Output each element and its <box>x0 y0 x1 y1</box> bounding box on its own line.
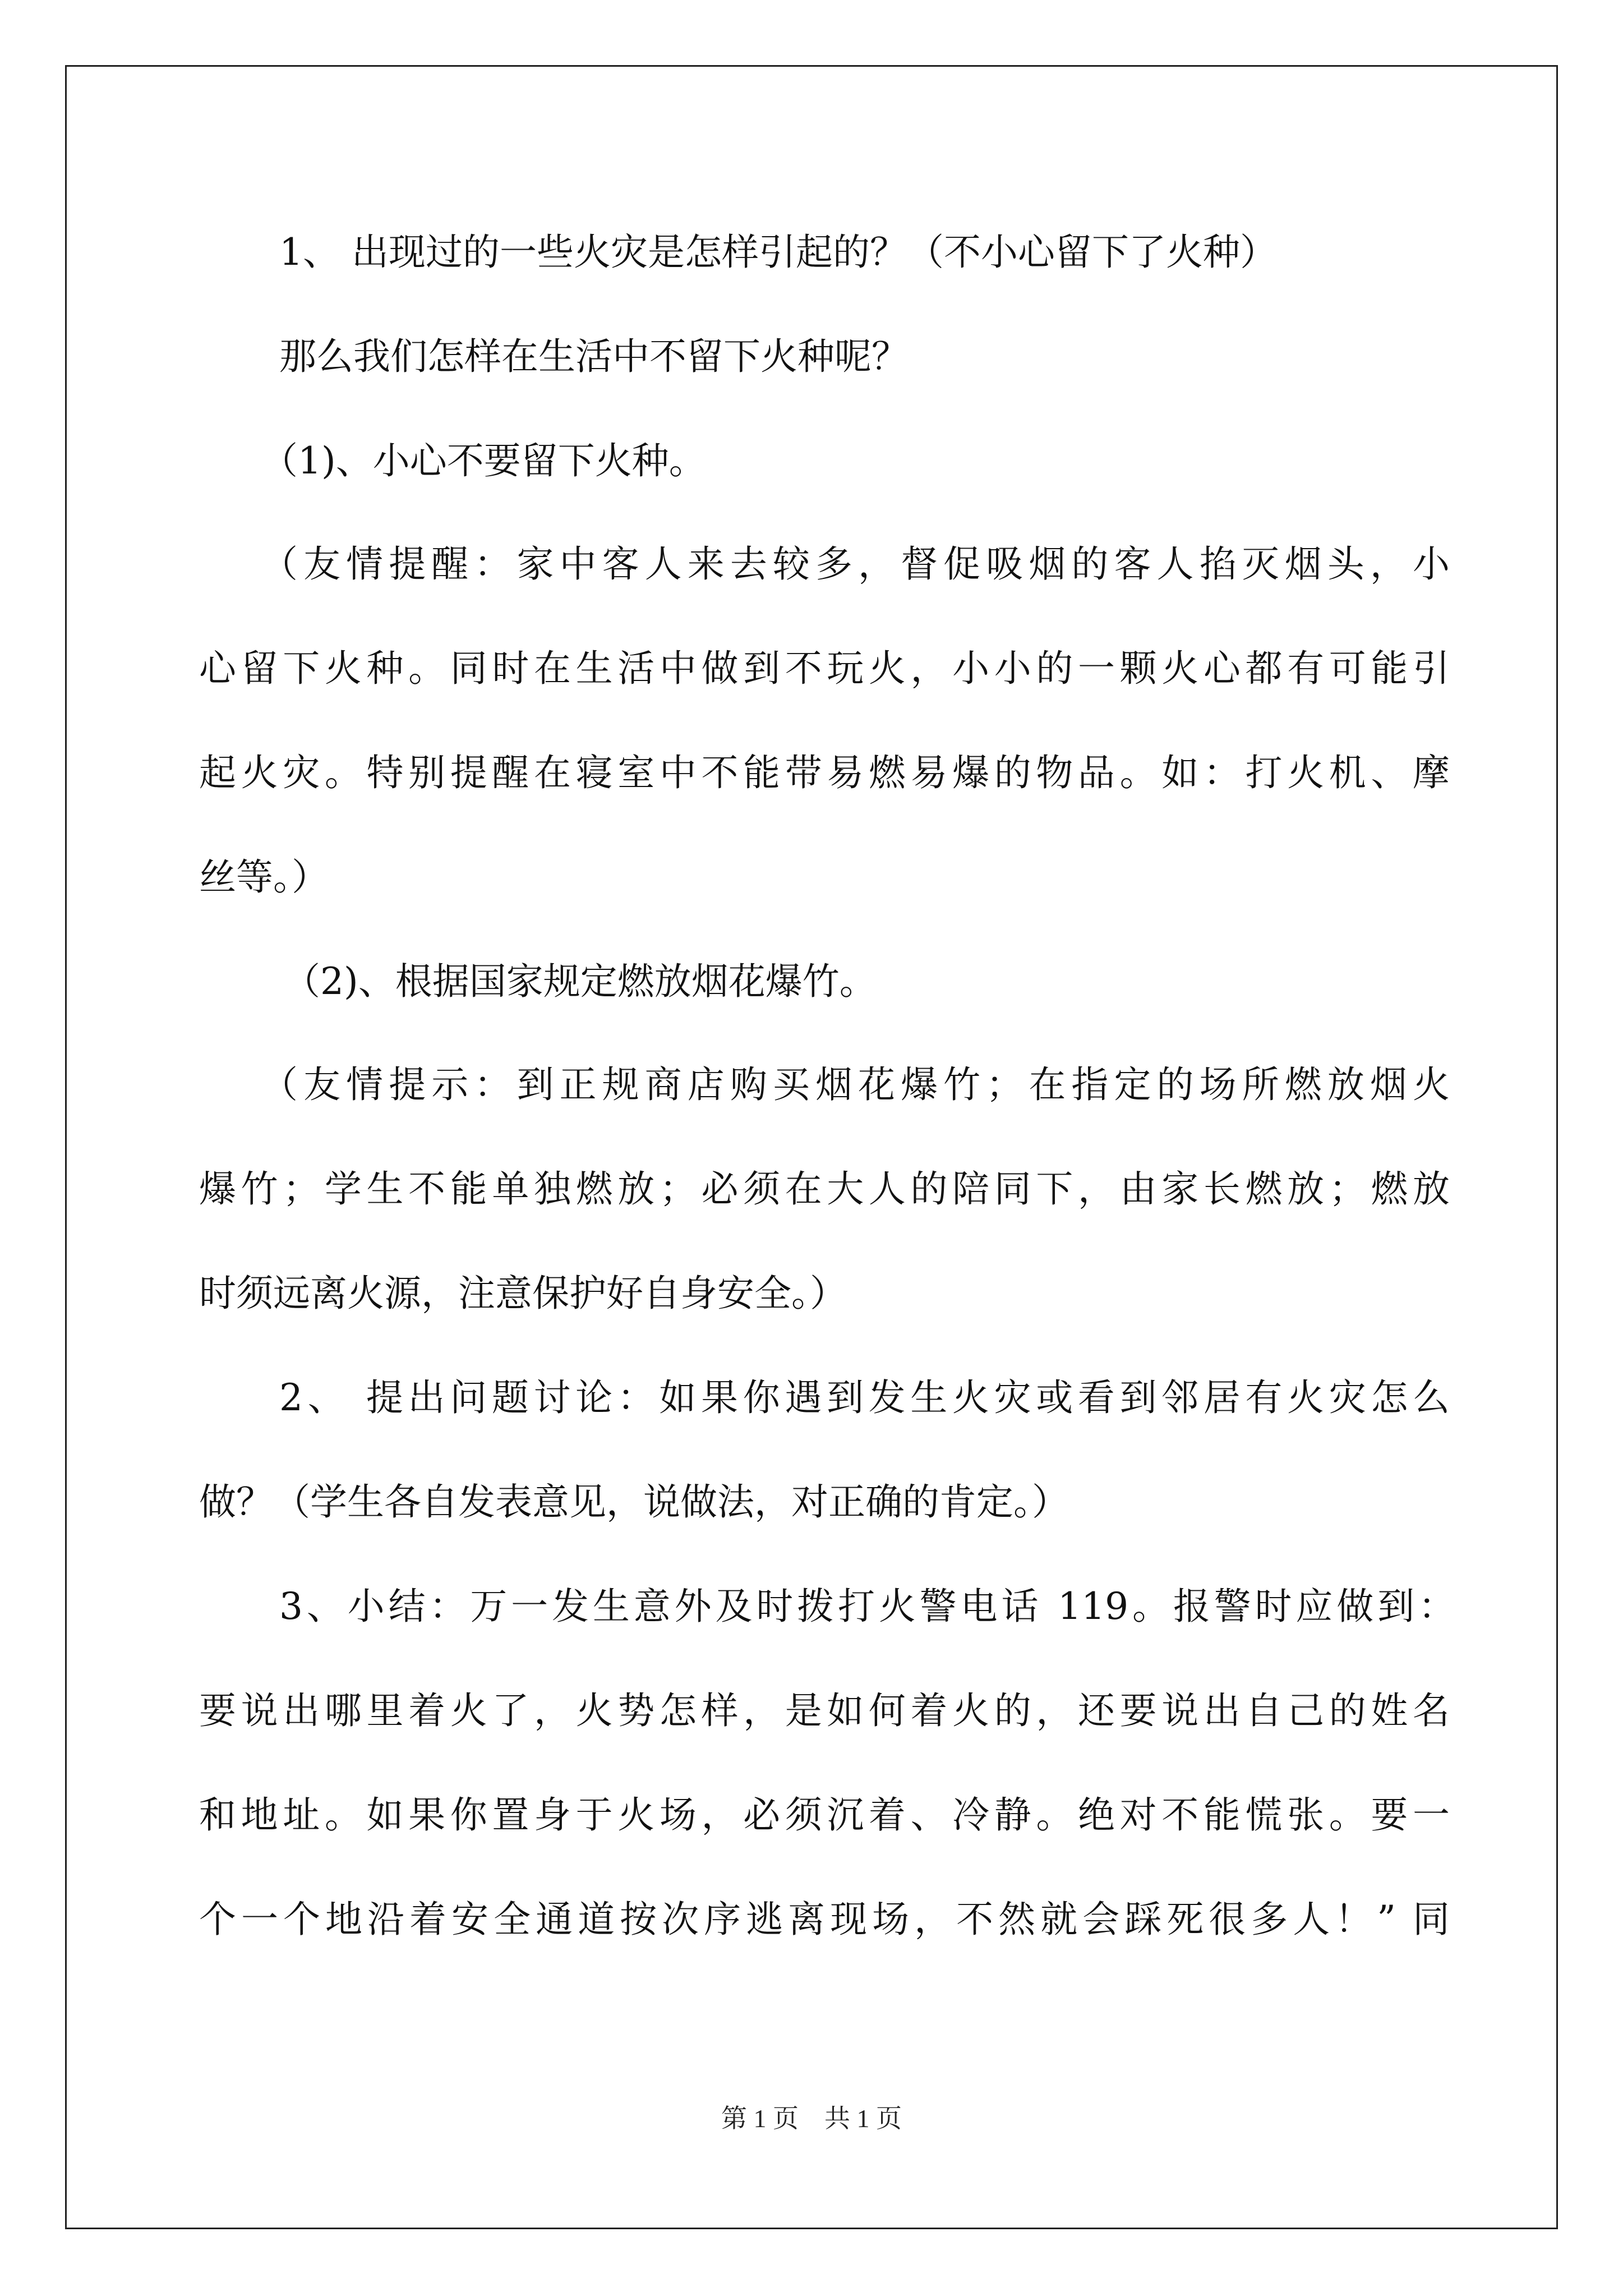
paragraph-line: 3、小结：万一发生意外及时拨打火警电话 119。报警时应做到： <box>279 1585 1455 1628</box>
paragraph-line: 个一个地沿着安全通道按次序逃离现场，不然就会踩死很多人！” 同 <box>199 1898 1450 1941</box>
paragraph-line: （友情提示：到正规商店购买烟花爆竹；在指定的场所燃放烟火 <box>261 1063 1450 1106</box>
paragraph-line: 和地址。如果你置身于火场，必须沉着、冷静。绝对不能慌张。要一 <box>199 1793 1450 1837</box>
page-number-footer: 第 1 页 共 1 页 <box>721 2104 902 2133</box>
paragraph-line: 爆竹；学生不能单独燃放；必须在大人的陪同下，由家长燃放；燃放 <box>199 1167 1450 1211</box>
paragraph-line: 丝等。） <box>199 855 329 899</box>
paragraph-line: （友情提醒：家中客人来去较多，督促吸烟的客人掐灭烟头，小 <box>261 542 1450 586</box>
paragraph-line: 心留下火种。同时在生活中做到不玩火，小小的一颗火心都有可能引 <box>199 647 1450 690</box>
paragraph-line: 要说出哪里着火了，火势怎样，是如何着火的，还要说出自己的姓名 <box>199 1689 1450 1732</box>
paragraph-line: 2、 提出问题讨论：如果你遇到发生火灾或看到邻居有火灾怎么 <box>279 1376 1450 1419</box>
paragraph-line: 1、 出现过的一些火灾是怎样引起的？（不小心留下了火种） <box>279 231 1277 274</box>
paragraph-line: 做？（学生各自发表意见，说做法，对正确的肯定。） <box>199 1480 1069 1524</box>
paragraph-line: 时须远离火源，注意保护好自身安全。） <box>199 1272 847 1315</box>
paragraph-line: 起火灾。特别提醒在寝室中不能带易燃易爆的物品。如：打火机、摩 <box>199 751 1450 794</box>
paragraph-line: 那么我们怎样在生活中不留下火种呢？ <box>279 335 909 378</box>
paragraph-line: （1)、小心不要留下火种。 <box>261 439 706 482</box>
paragraph-line: （2)、根据国家规定燃放烟花爆竹。 <box>283 960 877 1003</box>
